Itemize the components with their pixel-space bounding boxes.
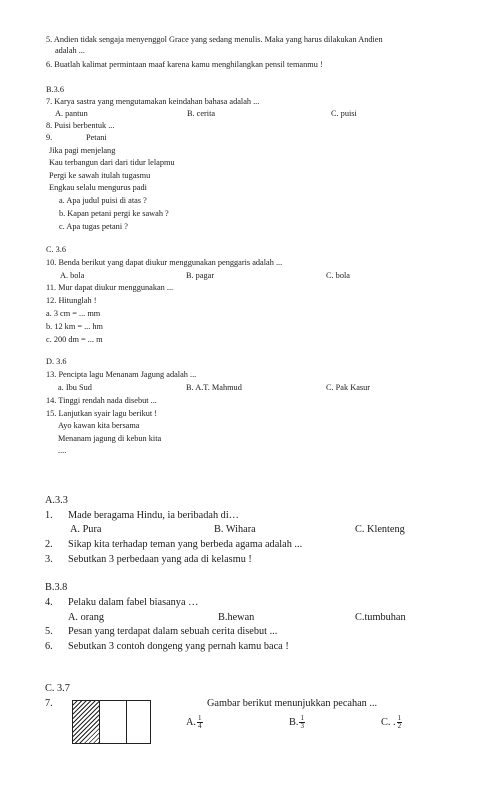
- question-7: 7. Karya sastra yang mengutamakan keindahan bahasa adalah ...: [46, 97, 260, 106]
- fraction: [299, 715, 305, 730]
- question-2-number: 2.: [45, 539, 53, 550]
- question-5: Pesan yang terdapat dalam sebuah cerita disebut ...: [68, 626, 278, 637]
- option-a: A. pantun: [55, 109, 88, 118]
- option-prefix: C. .: [381, 716, 396, 728]
- section-header-b36: B.3.6: [46, 85, 64, 94]
- option-c: C. Pak Kasur: [326, 383, 371, 392]
- section-header-c36: C. 3.6: [46, 245, 67, 254]
- question-15: 15. Lanjutkan syair lagu berikut !: [46, 409, 158, 418]
- answer-option-b: [289, 715, 305, 730]
- question-5-continued: adalah ...: [55, 46, 85, 55]
- fraction-denominator: 3: [300, 722, 304, 730]
- option-prefix: A.: [186, 716, 197, 728]
- question-14: 14. Tinggi rendah nada disebut ...: [46, 396, 157, 405]
- calc-item-a: a. 3 cm = ... mm: [46, 309, 101, 318]
- divider-line: [126, 701, 127, 743]
- song-line: Menanam jagung di kebun kita: [58, 434, 162, 443]
- option-c: C.tumbuhan: [355, 612, 406, 623]
- shaded-part: [73, 701, 100, 743]
- option-c: C. bola: [326, 271, 350, 280]
- option-prefix: B.: [289, 716, 299, 728]
- section-header-c37: C. 3.7: [45, 683, 70, 694]
- answer-option-a: [186, 715, 203, 730]
- section-header-b38: B.3.8: [45, 582, 68, 593]
- sub-question-c: c. Apa tugas petani ?: [59, 222, 128, 231]
- question-2: Sikap kita terhadap teman yang berbeda agama adalah ...: [68, 539, 303, 550]
- question-5: 5. Andien tidak sengaja menyenggol Grace yang sedang menulis. Maka yang harus dilakukan Andien: [46, 35, 383, 44]
- poem-line: Kau terbangun dari dari tidur lelapmu: [49, 158, 175, 167]
- question-6: 6. Buatlah kalimat permintaan maaf karena kamu menghilangkan pensil temanmu !: [46, 60, 323, 69]
- option-b: B. Wihara: [214, 524, 256, 535]
- question-1: Made beragama Hindu, ia beribadah di…: [68, 510, 239, 521]
- option-a: A. orang: [68, 612, 105, 623]
- question-6: Sebutkan 3 contoh dongeng yang pernah kamu baca !: [68, 641, 289, 652]
- fraction-figure: [72, 700, 151, 744]
- poem-line: Pergi ke sawah itulah tugasmu: [49, 171, 151, 180]
- section-header-a33: A.3.3: [45, 495, 68, 506]
- poem-line: Jika pagi menjelang: [49, 146, 116, 155]
- answer-option-c: [381, 715, 402, 730]
- poem-line: Engkau selalu mengurus padi: [49, 183, 147, 192]
- question-8: 8. Puisi berbentuk ...: [46, 121, 115, 130]
- song-line: ....: [58, 446, 67, 455]
- question-5-number: 5.: [45, 626, 53, 637]
- question-12: 12. Hitunglah !: [46, 296, 97, 305]
- sub-question-a: a. Apa judul puisi di atas ?: [59, 196, 147, 205]
- question-4-number: 4.: [45, 597, 53, 608]
- poem-title: Petani: [86, 133, 107, 142]
- question-6-number: 6.: [45, 641, 53, 652]
- question-7-number: 7.: [45, 698, 53, 709]
- calc-item-b: b. 12 km = ... hm: [46, 322, 103, 331]
- question-4: Pelaku dalam fabel biasanya …: [68, 597, 199, 608]
- option-c: C. puisi: [331, 109, 357, 118]
- section-header-d36: D. 3.6: [46, 357, 67, 366]
- fraction-denominator: 2: [397, 722, 402, 730]
- question-10: 10. Benda berikut yang dapat diukur menggunakan penggaris adalah ...: [46, 258, 283, 267]
- fraction-numerator: 1: [300, 714, 304, 722]
- option-a: A. Pura: [70, 524, 102, 535]
- option-b: B. cerita: [187, 109, 216, 118]
- option-a: a. Ibu Sud: [58, 383, 92, 392]
- fraction: [197, 715, 203, 730]
- fraction: [397, 715, 403, 730]
- question-1-number: 1.: [45, 510, 53, 521]
- option-c: C. Klenteng: [355, 524, 405, 535]
- fraction-numerator: 1: [198, 714, 202, 722]
- question-9-number: 9.: [46, 133, 53, 142]
- question-11: 11. Mur dapat diukur menggunakan ...: [46, 283, 174, 292]
- option-b: B. A.T. Mahmud: [186, 383, 242, 392]
- question-3: Sebutkan 3 perbedaan yang ada di kelasmu !: [68, 554, 252, 565]
- question-7: Gambar berikut menunjukkan pecahan ...: [207, 698, 378, 709]
- question-13: 13. Pencipta lagu Menanam Jagung adalah ...: [46, 370, 197, 379]
- fraction-denominator: 4: [198, 722, 202, 730]
- option-b: B.hewan: [218, 612, 255, 623]
- question-3-number: 3.: [45, 554, 53, 565]
- calc-item-c: c. 200 dm = ... m: [46, 335, 103, 344]
- song-line: Ayo kawan kita bersama: [58, 421, 140, 430]
- option-a: A. bola: [60, 271, 85, 280]
- option-b: B. pagar: [186, 271, 215, 280]
- sub-question-b: b. Kapan petani pergi ke sawah ?: [59, 209, 169, 218]
- fraction-numerator: 1: [397, 714, 402, 722]
